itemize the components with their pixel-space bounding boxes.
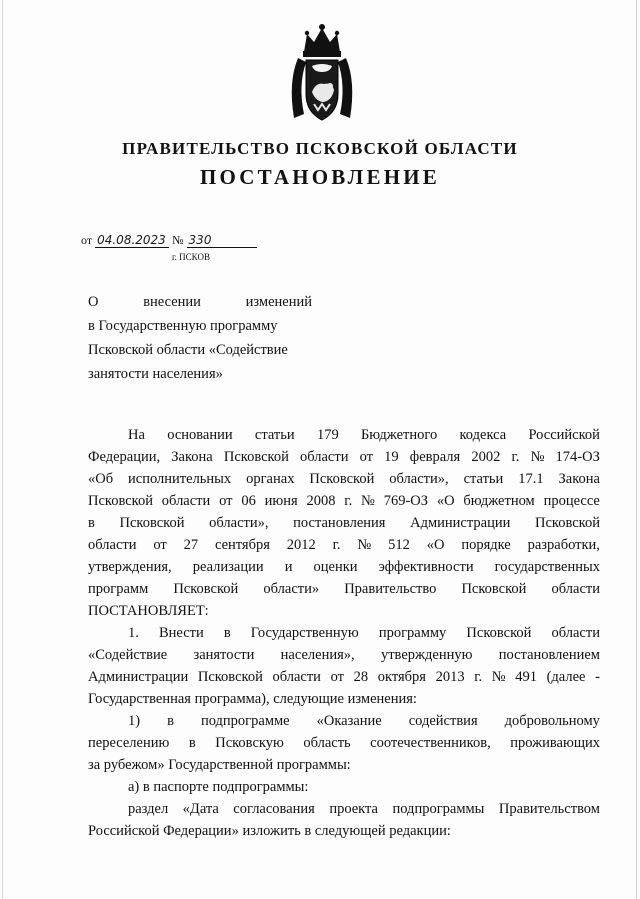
body-word: области bbox=[299, 449, 349, 465]
body-word: область bbox=[303, 735, 351, 751]
body-word: 1. bbox=[128, 625, 139, 641]
number-value: 330 bbox=[187, 234, 257, 248]
body-word: области» bbox=[263, 581, 320, 597]
body-word: утверждения, bbox=[88, 559, 172, 575]
body-word: «О bbox=[436, 493, 455, 509]
body-word: области», bbox=[389, 471, 449, 487]
document-type-title: ПОСТАНОВЛЕНИЕ bbox=[199, 165, 441, 189]
body-word: Правительством bbox=[498, 801, 600, 817]
body-word: программ bbox=[88, 581, 149, 597]
body-word: 2012 bbox=[286, 537, 316, 553]
body-word: исполнительных bbox=[128, 471, 232, 487]
body-word: 491 bbox=[515, 669, 537, 685]
body-line bbox=[88, 644, 600, 666]
body-word: области bbox=[272, 669, 321, 685]
body-line bbox=[88, 710, 600, 732]
body-line: за рубежом» Государственной программы: bbox=[88, 757, 351, 773]
body-word: «О bbox=[426, 537, 445, 553]
body-word: Администрации bbox=[88, 669, 189, 685]
body-word: 19 bbox=[384, 449, 399, 465]
body-line bbox=[88, 534, 600, 556]
body-word: Псковской bbox=[173, 581, 239, 597]
body-word: Администрации bbox=[410, 515, 511, 531]
body-word: 174-ОЗ bbox=[555, 449, 600, 465]
body-word: подпрограмме bbox=[200, 713, 290, 729]
body-word: сентября bbox=[214, 537, 270, 553]
body-line bbox=[88, 490, 600, 512]
body-word: порядке bbox=[461, 537, 511, 553]
body-word: октября bbox=[377, 669, 426, 685]
body-word: 27 bbox=[183, 537, 199, 553]
subject-word: О bbox=[88, 294, 99, 310]
body-line bbox=[88, 578, 600, 600]
body-line bbox=[88, 556, 600, 578]
body-word: переселению bbox=[88, 735, 170, 751]
body-word: реализации bbox=[192, 559, 264, 575]
body-word: Государственную bbox=[250, 625, 359, 641]
body-word: в bbox=[223, 625, 231, 641]
body-word: постановления bbox=[293, 515, 386, 531]
body-line: а) в паспорте подпрограммы: bbox=[128, 779, 309, 795]
body-word: 17.1 bbox=[518, 471, 544, 487]
body-word: Бюджетного bbox=[360, 427, 438, 443]
body-word: постановлением bbox=[498, 647, 600, 663]
body-word: проекта bbox=[329, 801, 378, 817]
body-word: 2013 bbox=[435, 669, 465, 685]
number-prefix: № bbox=[172, 233, 184, 247]
body-word: (далее bbox=[546, 669, 586, 685]
body-word: На bbox=[128, 427, 145, 443]
body-word: «Оказание bbox=[316, 713, 382, 729]
body-word: соотечественников, bbox=[370, 735, 491, 751]
body-word: населения», bbox=[280, 647, 355, 663]
body-word: 2008 bbox=[306, 493, 336, 509]
body-word: в bbox=[88, 515, 95, 531]
body-word: раздел bbox=[128, 801, 169, 817]
subject-line-4: занятости населения» bbox=[88, 366, 223, 382]
body-word: Псковскую bbox=[215, 735, 284, 751]
body-line: Государственная программа), следующие изменения: bbox=[88, 691, 417, 707]
body-word: статьи bbox=[463, 471, 504, 487]
body-word: Псковской bbox=[119, 515, 185, 531]
body-word: процессе bbox=[543, 493, 600, 509]
body-word: Российской bbox=[528, 427, 600, 443]
body-line bbox=[88, 732, 600, 754]
body-word: Закона bbox=[558, 471, 600, 487]
body-word: эффективности bbox=[378, 559, 474, 575]
body-word: подпрограммы bbox=[392, 801, 485, 817]
body-word: - bbox=[595, 669, 600, 685]
body-line bbox=[88, 666, 600, 688]
body-line bbox=[88, 424, 600, 446]
body-word: Псковской bbox=[309, 471, 375, 487]
body-word: и bbox=[284, 559, 293, 575]
body-word: основании bbox=[167, 427, 233, 443]
body-word: бюджетном bbox=[463, 493, 535, 509]
document-body bbox=[88, 424, 600, 842]
body-word: № bbox=[491, 669, 506, 685]
body-word: согласования bbox=[233, 801, 315, 817]
body-word: государственных bbox=[494, 559, 600, 575]
body-word: 28 bbox=[353, 669, 369, 685]
body-word: «Дата bbox=[182, 801, 219, 817]
body-word: занятости bbox=[193, 647, 255, 663]
scan-edge-left bbox=[2, 0, 3, 899]
body-word: области», bbox=[209, 515, 269, 531]
body-word: проживающих bbox=[510, 735, 600, 751]
body-word: в bbox=[167, 713, 174, 729]
body-word: г. bbox=[474, 669, 483, 685]
pskov-region-coat-of-arms-icon bbox=[274, 22, 370, 126]
body-line bbox=[88, 468, 600, 490]
body-word: Правительство bbox=[344, 581, 437, 597]
body-word: 179 bbox=[316, 427, 339, 443]
body-word: от bbox=[330, 669, 344, 685]
subject-line-2: в Государственную программу bbox=[88, 318, 278, 334]
body-word: «Об bbox=[88, 471, 114, 487]
body-word: Псковской bbox=[466, 625, 532, 641]
body-line bbox=[88, 446, 600, 468]
body-word: Псковской bbox=[88, 493, 153, 509]
body-word: оценки bbox=[313, 559, 358, 575]
subject-line-1 bbox=[88, 290, 312, 314]
body-word: Внести bbox=[158, 625, 204, 641]
body-word: Псковской bbox=[197, 669, 263, 685]
body-word: Псковской bbox=[461, 581, 527, 597]
scan-edge-right bbox=[636, 0, 637, 899]
body-word: органах bbox=[246, 471, 295, 487]
body-word: содействия bbox=[408, 713, 478, 729]
body-word: от bbox=[153, 537, 167, 553]
body-word: г. bbox=[511, 449, 520, 465]
government-title: ПРАВИТЕЛЬСТВО ПСКОВСКОЙ ОБЛАСТИ bbox=[122, 139, 518, 158]
body-word: кодекса bbox=[459, 427, 507, 443]
body-line: Российской Федерации» изложить в следующей редакции: bbox=[88, 823, 451, 839]
body-word: февраля bbox=[409, 449, 461, 465]
body-word: от bbox=[359, 449, 374, 465]
subject-word: изменений bbox=[245, 294, 312, 310]
body-word: статьи bbox=[254, 427, 295, 443]
body-line: ПОСТАНОВЛЯЕТ: bbox=[88, 603, 209, 619]
body-word: № bbox=[530, 449, 545, 465]
body-word: 1) bbox=[128, 713, 141, 729]
body-word: программу bbox=[378, 625, 447, 641]
body-word: области bbox=[161, 493, 211, 509]
body-word: области bbox=[551, 625, 600, 641]
body-word: Федерации, bbox=[88, 449, 161, 465]
body-word: области bbox=[88, 537, 137, 553]
body-line bbox=[88, 622, 600, 644]
body-word: области bbox=[551, 581, 600, 597]
body-word: утвержденную bbox=[380, 647, 473, 663]
date-number-line bbox=[81, 233, 257, 248]
body-word: Псковской bbox=[223, 449, 289, 465]
body-word: № bbox=[357, 537, 372, 553]
date-value: 04.08.2023 bbox=[95, 234, 169, 248]
body-word: г. bbox=[344, 493, 353, 509]
body-word: 06 bbox=[241, 493, 256, 509]
body-word: 512 bbox=[388, 537, 410, 553]
body-word: «Содействие bbox=[88, 647, 168, 663]
subject-line-3: Псковской области «Содействие bbox=[88, 342, 288, 358]
body-word: добровольному bbox=[504, 713, 600, 729]
subject-block bbox=[88, 290, 312, 386]
body-word: г. bbox=[332, 537, 341, 553]
body-line bbox=[88, 798, 600, 820]
body-word: № bbox=[361, 493, 375, 509]
date-prefix: от bbox=[81, 233, 93, 247]
subject-word: внесении bbox=[143, 294, 201, 310]
city-label: г. ПСКОВ bbox=[172, 252, 210, 262]
body-word: июня bbox=[264, 493, 298, 509]
body-word: Псковской bbox=[535, 515, 600, 531]
body-word: от bbox=[219, 493, 233, 509]
body-line bbox=[88, 512, 600, 534]
body-word: разработки, bbox=[527, 537, 600, 553]
body-word: 2002 bbox=[471, 449, 501, 465]
body-word: Закона bbox=[171, 449, 213, 465]
body-word: 769-ОЗ bbox=[383, 493, 429, 509]
body-word: в bbox=[188, 735, 196, 751]
